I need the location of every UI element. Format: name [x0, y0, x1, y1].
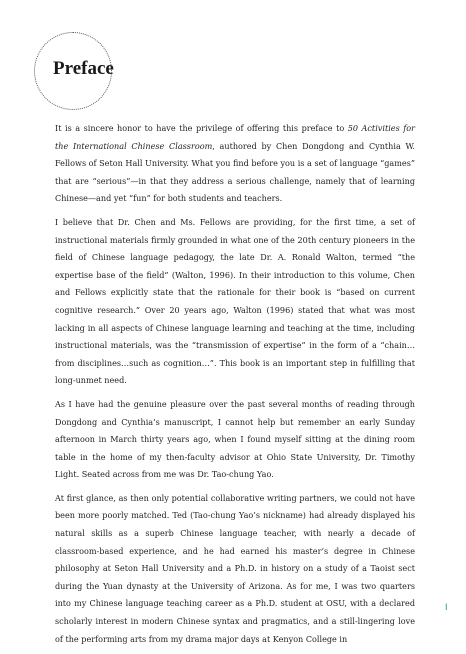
paragraph-1-intro: It is a sincere honor to have the privilege of offering this preface to [55, 123, 348, 133]
page-title: Preface [53, 58, 114, 79]
book-title: 50 Activities for the International Chinese Classroom [55, 123, 415, 151]
paragraph-3: As I have had the genuine pleasure over the past several months of reading through Dongdong and Cynthia’s manuscript, I cannot help but remember an early Sunday afternoon in March thirty years ago, when I found myself sitting at the dining room table in the home of my then-faculty advisor at Ohio State University, Dr. Timothy Light. Seated across from me was Dr. Tao-chung Yao. [55, 398, 415, 480]
paragraph-2: I believe that Dr. Chen and Ms. Fellows are providing, for the first time, a set of instructional materials firmly grounded in what one of the 20th century pioneers in the field of Chinese language pedagogy, the late Dr. A. Ronald Walton, termed “the expertise base of the field” (Walton, 1996). In their introduction to this volume, Chen and Fellows explicitly state that the rationale for their book is “based on current cognitive research.” Over 20 years ago, Walton (1996) stated that what was most lacking in all aspects of Chinese language learning and teaching at the time, including instructional materials, was the “transmission of expertise” in the form of a “chain… from disciplines…such as cognition…”. This book is an important step in fulfilling that long-unmet need. [55, 216, 415, 386]
page-number: I [445, 602, 448, 612]
body-text [55, 120, 415, 654]
paragraph-1 [55, 120, 415, 208]
paragraph-1-rest: , authored by Chen Dongdong and Cynthia W. Fellows of Seton Hall University. What you find before you is a set of language “games” that are “serious”—in that they address a serious challenge, namely that of learning Chinese—and yet “fun” for both students and teachers. [55, 140, 415, 204]
paragraph-4: At first glance, as then only potential collaborative writing partners, we could not have been more poorly matched. Ted (Tao-chung Yao’s nickname) had already displayed his natural skills as a superb Chinese language teacher, with nearly a decade of classroom-based experience, and he had earned his master’s degree in Chinese philosophy at Seton Hall University and a Ph.D. in history on a study of a Taoist sect during the Yuan dynasty at the University of Arizona. As for me, I was two quarters into my Chinese language teaching career as a Ph.D. student at OSU, with a declared scholarly interest in modern Chinese syntax and pragmatics, and a still-lingering love of the performing arts from my drama major days at Kenyon College in [55, 492, 415, 644]
